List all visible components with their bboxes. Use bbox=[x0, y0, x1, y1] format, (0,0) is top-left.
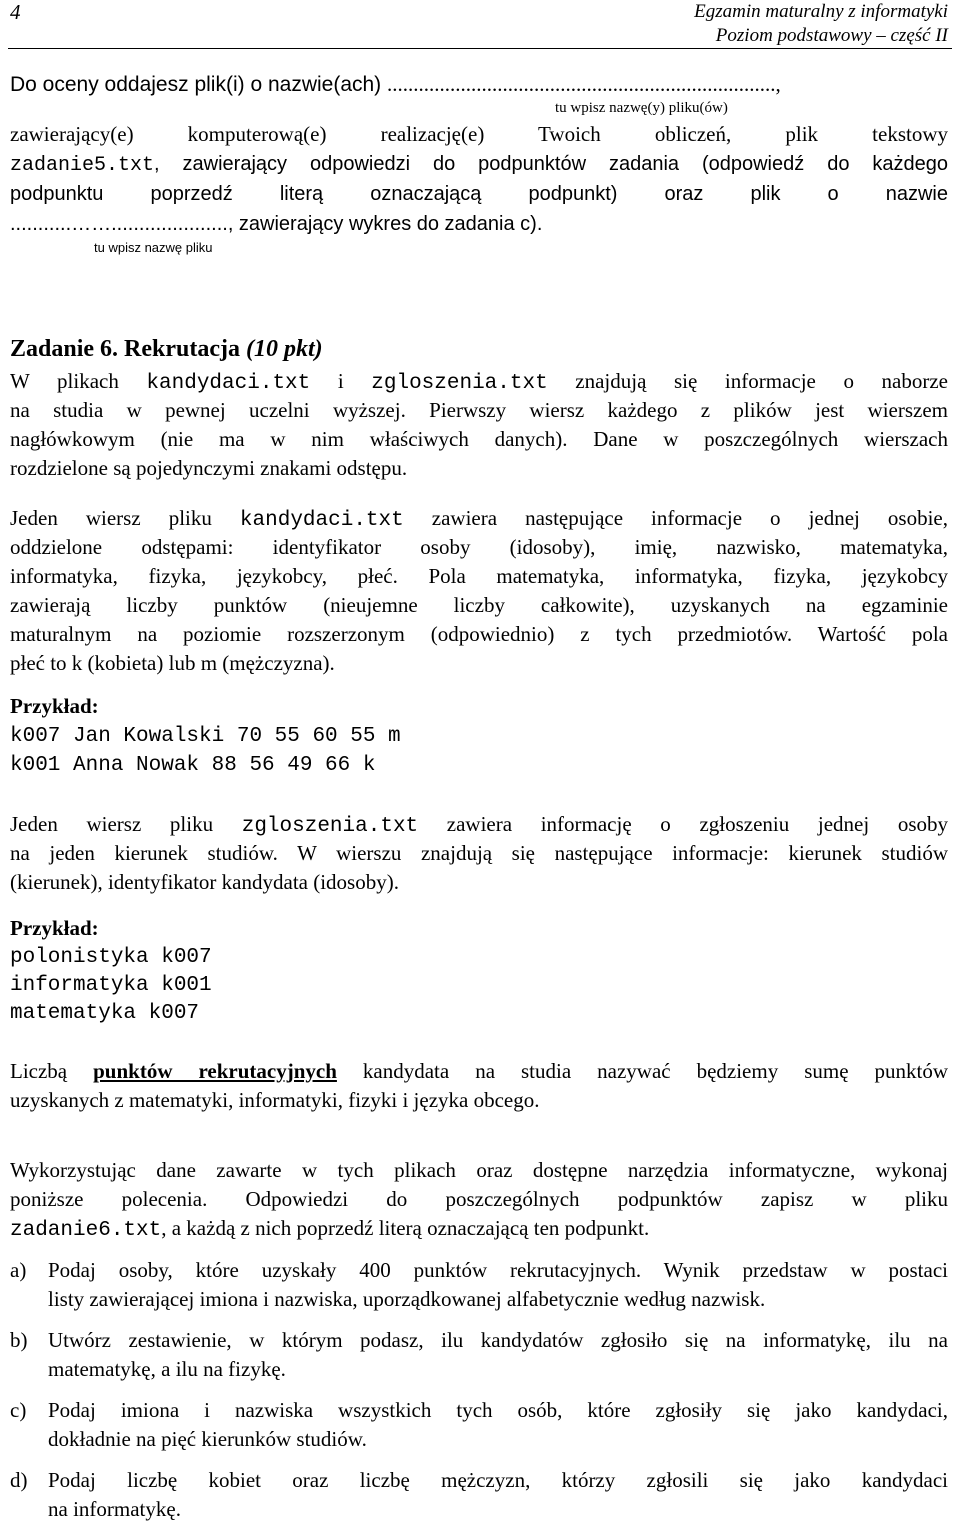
intro-line-2: na studia w pewnej uczelni wyższej. Pierwszy wiersz każdego z plików jest wierszem bbox=[10, 398, 948, 422]
subtask-key: a) bbox=[10, 1258, 27, 1282]
kandydaci-example-1: k007 Jan Kowalski 70 55 60 55 m bbox=[10, 725, 401, 748]
zgloszenia-line-2: na jeden kierunek studiów. W wierszu znajdują się następujące informacje: kierunek studiów bbox=[10, 841, 948, 865]
zgloszenia-example-3: matematyka k007 bbox=[10, 1002, 200, 1025]
kandydaci-example-2: k001 Anna Nowak 88 56 49 66 k bbox=[10, 754, 376, 777]
instructions-line-2: poniższe polecenia. Odpowiedzi do poszczególnych podpunktów zapisz w pliku bbox=[10, 1187, 948, 1211]
intro-line-1: W plikach kandydaci.txt i zgloszenia.txt znajdują się informacje o naborze bbox=[10, 369, 948, 395]
kandydaci-line-1: Jeden wiersz pliku kandydaci.txt zawiera następujące informacje o jednej osobie, bbox=[10, 506, 949, 532]
exam-title: Egzamin maturalny z informatyki bbox=[694, 1, 948, 22]
kandydaci-line-2: oddzielone odstępami: identyfikator osoby (idosoby), imię, nazwisko, matematyka, bbox=[10, 535, 948, 559]
exam-header bbox=[694, 0, 948, 48]
intro-line-4: rozdzielone są pojedynczymi znakami odstępu. bbox=[10, 456, 408, 480]
points-definition-line-1: Liczbą punktów rekrutacyjnych kandydata na studia nazywać będziemy sumę punktów bbox=[10, 1059, 949, 1083]
zgloszenia-line-3: (kierunek), identyfikator kandydata (idosoby). bbox=[10, 870, 399, 894]
points-definition-line-2: uzyskanych z matematyki, informatyki, fizyki i języka obcego. bbox=[10, 1088, 540, 1112]
zgloszenia-example-2: informatyka k001 bbox=[10, 974, 212, 997]
term-punkty-rekrutacyjne: punktów rekrutacyjnych bbox=[93, 1059, 337, 1083]
page-number: 4 bbox=[10, 0, 21, 24]
zgloszenia-example-1: polonistyka k007 bbox=[10, 946, 212, 969]
instructions-line-3: zadanie6.txt, a każdą z nich poprzedź literą oznaczającą ten podpunkt. bbox=[10, 1216, 650, 1242]
submission-line-3: zadanie5.txt, zawierający odpowiedzi do podpunktów zadania (odpowiedź do każdego bbox=[10, 153, 948, 177]
intro-line-3: nagłówkowym (nie ma w nim właściwych danych). Dane w poszczególnych wierszach bbox=[10, 427, 948, 451]
kandydaci-line-6: płeć to k (kobieta) lub m (mężczyzna). bbox=[10, 651, 335, 675]
kandydaci-line-5: maturalnym na poziomie rozszerzonym (odpowiednio) z tych przedmiotów. Wartość pola bbox=[10, 622, 948, 646]
submission-line-4: podpunktu poprzedź literą oznaczającą podpunkt) oraz plik o nazwie bbox=[10, 183, 948, 205]
instructions-line-1: Wykorzystując dane zawarte w tych plikach oraz dostępne narzędzia informatyczne, wykonaj bbox=[10, 1158, 948, 1182]
kandydaci-line-4: zawierają liczby punktów (nieujemne liczby całkowite), uzyskanych na egzaminie bbox=[10, 593, 948, 617]
task-title: Zadanie 6. Rekrutacja (10 pkt) bbox=[10, 336, 323, 362]
exam-subtitle: Poziom podstawowy – część II bbox=[715, 25, 948, 46]
subtask-c: c) Podaj imiona i nazwiska wszystkich tych osób, które zgłosiły się jako kandydaci, dokładnie na pięć kierunków studiów. bbox=[10, 1398, 948, 1451]
example-label: Przykład: bbox=[10, 694, 99, 718]
subtask-key: b) bbox=[10, 1328, 28, 1352]
subtask-b: b) Utwórz zestawienie, w którym podasz, ilu kandydatów zgłosiło się na informatykę, ilu na matematykę, a ilu na fizykę. bbox=[10, 1328, 948, 1381]
kandydaci-line-3: informatyka, fizyka, językobcy, płeć. Pola matematyka, informatyka, fizyka, językobcy bbox=[10, 564, 948, 588]
submission-line-2: zawierający(e) komputerową(e) realizację(e) Twoich obliczeń, plik tekstowy bbox=[10, 122, 948, 146]
header-divider bbox=[8, 48, 952, 49]
zgloszenia-line-1: Jeden wiersz pliku zgloszenia.txt zawiera informację o zgłoszeniu jednej osoby bbox=[10, 812, 949, 838]
file-hint: tu wpisz nazwę pliku bbox=[94, 240, 213, 255]
files-hint: tu wpisz nazwę(y) pliku(ów) bbox=[555, 100, 728, 116]
subtask-key: c) bbox=[10, 1398, 27, 1422]
submission-line-1: Do oceny oddajesz plik(i) o nazwie(ach) .........................................................................., bbox=[10, 72, 781, 96]
subtask-a: a) Podaj osoby, które uzyskały 400 punktów rekrutacyjnych. Wynik przedstaw w postaci listy zawierającej imiona i nazwiska, uporządkowanej alfabetycznie według nazwisk. bbox=[10, 1258, 948, 1311]
subtask-key: d) bbox=[10, 1468, 28, 1492]
subtask-d: d) Podaj liczbę kobiet oraz liczbę mężczyzn, którzy zgłosili się jako kandydaci na informatykę. bbox=[10, 1468, 948, 1521]
example-label: Przykład: bbox=[10, 916, 99, 940]
submission-line-5: ...........……....................., zawierający wykres do zadania c). bbox=[10, 213, 543, 235]
